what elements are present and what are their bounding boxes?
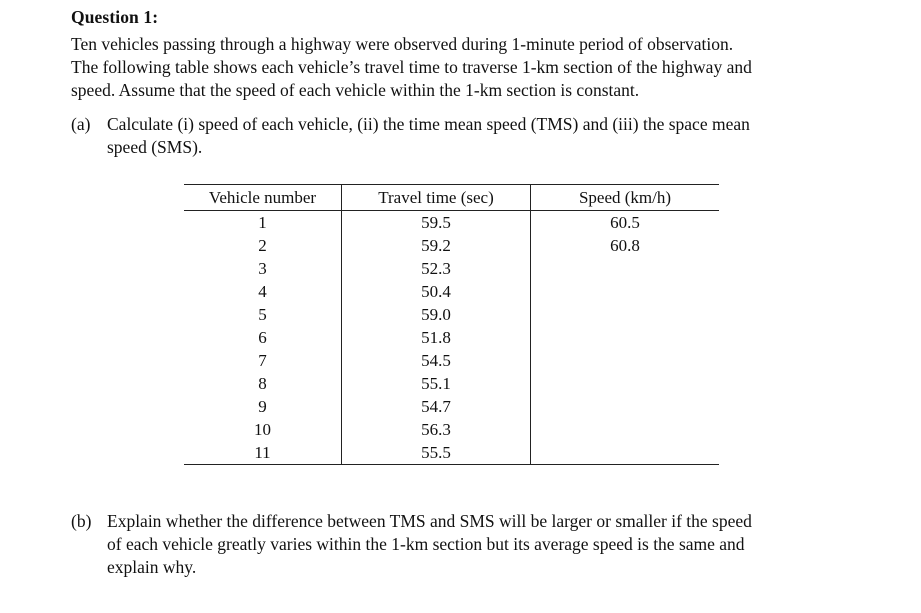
cell-travel-time: 51.8 [342,326,531,349]
cell-vehicle-number: 10 [254,420,271,439]
cell-travel-time: 56.3 [342,418,531,441]
table-row [184,280,719,303]
part-b-line: Explain whether the difference between TMS and SMS will be larger or smaller if the speed [107,511,752,531]
table-row [184,234,719,257]
header-travel-time: Travel time (sec) [342,185,531,211]
cell-travel-time: 59.0 [342,303,531,326]
part-b-line: explain why. [107,557,197,577]
table-row [184,372,719,395]
table-header-row [184,185,719,211]
cell-speed [531,418,720,441]
cell-speed [531,349,720,372]
part-b-line: of each vehicle greatly varies within the 1-km section but its average speed is the same and [107,534,745,554]
part-a-line: speed (SMS). [107,137,203,157]
vehicle-data-table [184,184,719,465]
part-a-line: Calculate (i) speed of each vehicle, (ii) the time mean speed (TMS) and (iii) the space mean [107,114,750,134]
table-row [184,326,719,349]
cell-speed: 60.8 [531,234,720,257]
part-b-marker: (b) [71,511,92,531]
table-row [184,211,719,235]
cell-vehicle-number: 11 [184,441,342,465]
cell-speed [531,395,720,418]
cell-speed: 60.5 [531,211,720,235]
cell-speed [531,303,720,326]
cell-vehicle-number: 9 [258,397,267,416]
cell-vehicle-number: 4 [258,282,267,301]
table-row [184,349,719,372]
cell-speed [531,326,720,349]
cell-travel-time: 52.3 [342,257,531,280]
cell-travel-time: 59.2 [342,234,531,257]
cell-vehicle-number: 3 [258,259,267,278]
cell-speed [531,280,720,303]
table-row [184,418,719,441]
header-vehicle-number: Vehicle number [184,185,342,211]
part-b [71,510,856,579]
part-a [71,113,856,159]
intro-line: The following table shows each vehicle’s travel time to traverse 1-km section of the highway and [71,57,752,77]
table-row [184,303,719,326]
table-row [184,441,719,465]
cell-travel-time: 55.1 [342,372,531,395]
cell-vehicle-number: 1 [258,213,267,232]
cell-travel-time: 59.5 [342,211,531,235]
cell-vehicle-number: 5 [258,305,267,324]
cell-speed [531,441,720,465]
header-speed: Speed (km/h) [531,185,720,211]
cell-speed [531,372,720,395]
cell-vehicle-number: 7 [258,351,267,370]
intro-line: Ten vehicles passing through a highway were observed during 1-minute period of observation. [71,34,734,54]
part-a-marker: (a) [71,114,91,134]
cell-travel-time: 55.5 [342,441,531,465]
cell-speed [531,257,720,280]
cell-vehicle-number: 2 [258,236,267,255]
cell-vehicle-number: 8 [258,374,267,393]
cell-travel-time: 50.4 [342,280,531,303]
cell-vehicle-number: 6 [258,328,267,347]
table-row [184,395,719,418]
part-a-text [107,113,856,159]
question-intro [71,33,856,102]
cell-travel-time: 54.5 [342,349,531,372]
question-title: Question 1: [71,7,159,27]
part-b-text [107,510,856,579]
table-row [184,257,719,280]
cell-travel-time: 54.7 [342,395,531,418]
intro-line: speed. Assume that the speed of each vehicle within the 1-km section is constant. [71,80,640,100]
